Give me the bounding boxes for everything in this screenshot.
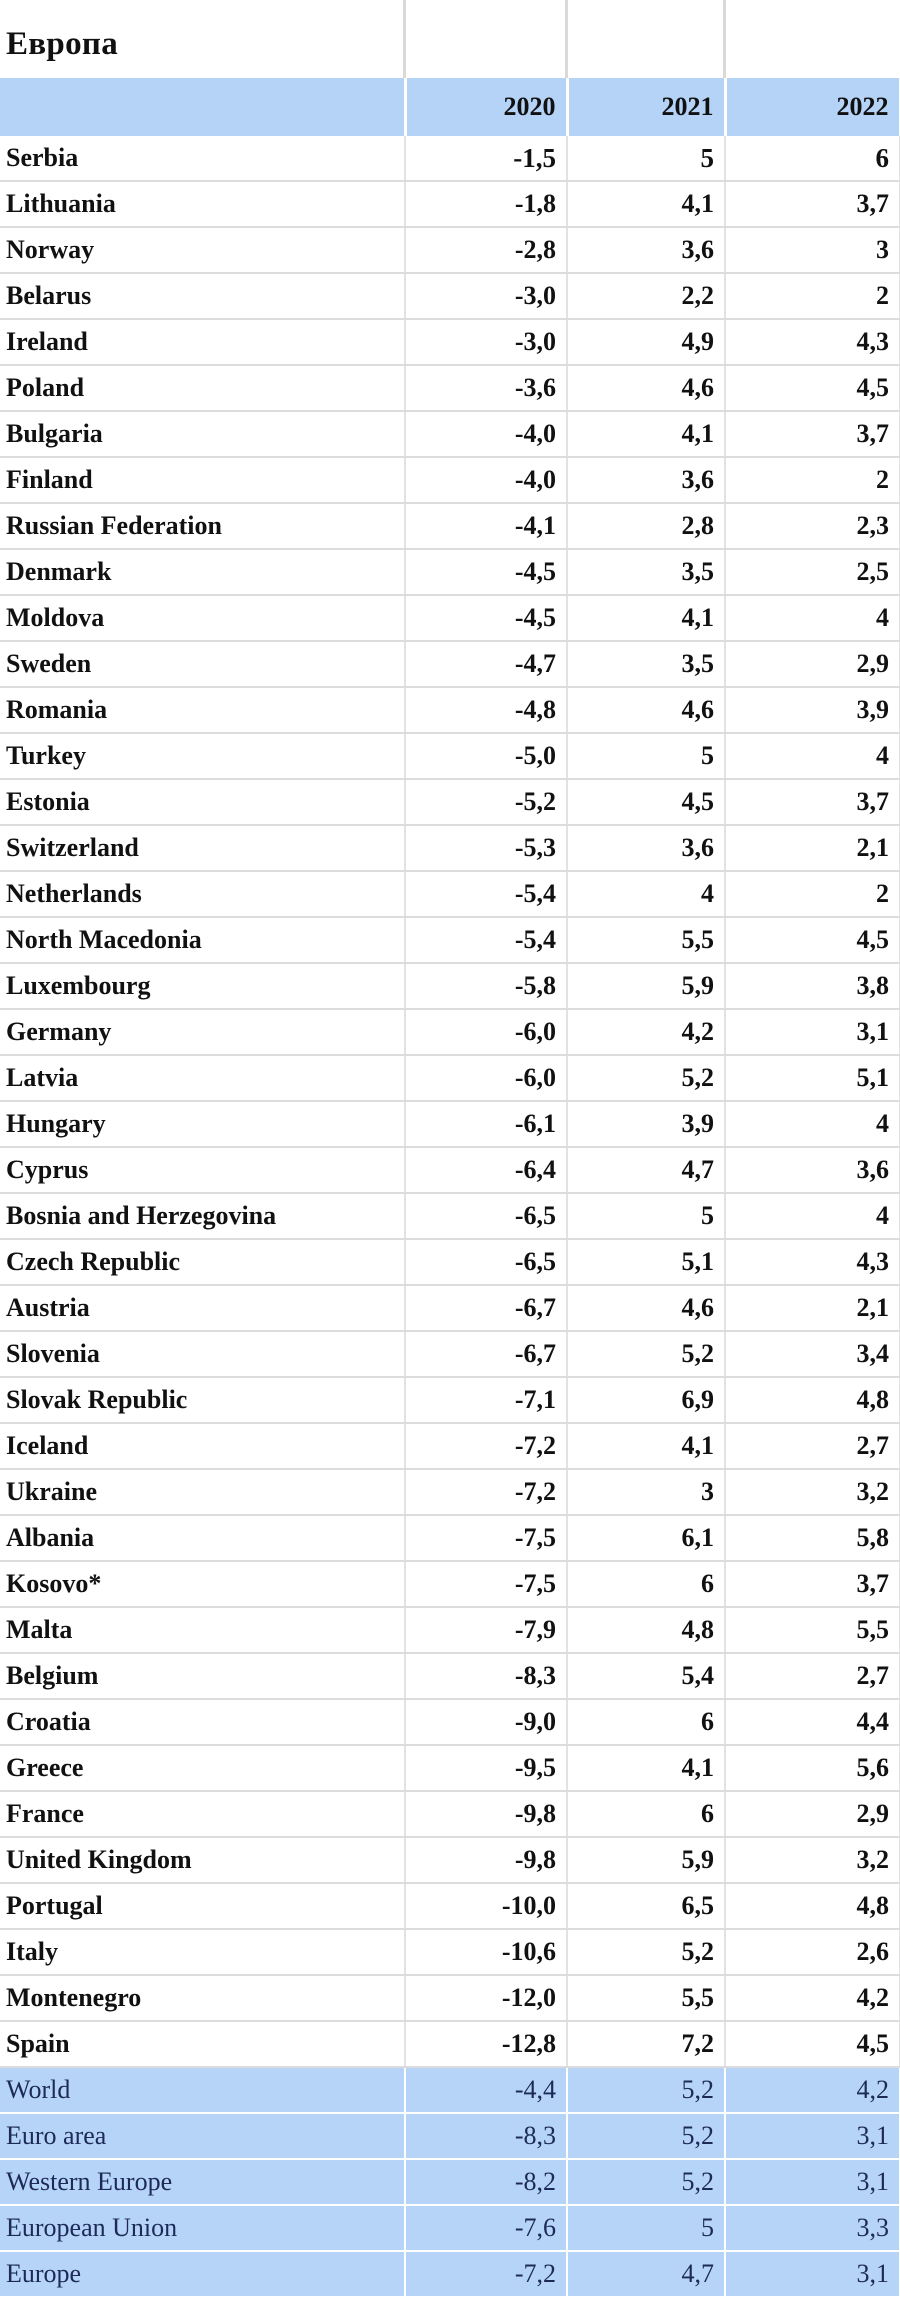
table-row: [0, 1561, 900, 1607]
table-row: [0, 503, 900, 549]
country-cell: Ukraine: [0, 1469, 405, 1515]
table-row: [0, 917, 900, 963]
table-row: [0, 319, 900, 365]
value-2020-cell: -7,6: [405, 2205, 567, 2251]
table-body: [0, 136, 900, 2297]
country-cell: Netherlands: [0, 871, 405, 917]
value-2020-cell: -4,7: [405, 641, 567, 687]
value-2021-cell: 4,6: [567, 1285, 725, 1331]
value-2020-cell: -6,5: [405, 1239, 567, 1285]
value-2022-cell: 4,3: [725, 319, 900, 365]
value-2020-cell: -9,5: [405, 1745, 567, 1791]
country-cell: Ireland: [0, 319, 405, 365]
table-row: [0, 1699, 900, 1745]
value-2020-cell: -4,0: [405, 457, 567, 503]
value-2020-cell: -6,5: [405, 1193, 567, 1239]
table-row: [0, 1285, 900, 1331]
value-2022-cell: 5,8: [725, 1515, 900, 1561]
value-2022-cell: 3,1: [725, 2113, 900, 2159]
aggregate-row: [0, 2251, 900, 2297]
table-header-row: [0, 78, 900, 136]
aggregate-row: [0, 2067, 900, 2113]
value-2021-cell: 3: [567, 1469, 725, 1515]
country-cell: Greece: [0, 1745, 405, 1791]
value-2022-cell: 2,1: [725, 1285, 900, 1331]
value-2022-cell: 2,3: [725, 503, 900, 549]
value-2022-cell: 6: [725, 136, 900, 181]
value-2020-cell: -2,8: [405, 227, 567, 273]
table-row: [0, 1653, 900, 1699]
country-cell: Albania: [0, 1515, 405, 1561]
value-2022-cell: 2,6: [725, 1929, 900, 1975]
value-2021-cell: 4,8: [567, 1607, 725, 1653]
country-cell: Russian Federation: [0, 503, 405, 549]
country-cell: Lithuania: [0, 181, 405, 227]
value-2020-cell: -7,2: [405, 1423, 567, 1469]
country-cell: Poland: [0, 365, 405, 411]
value-2021-cell: 6: [567, 1561, 725, 1607]
value-2020-cell: -4,5: [405, 595, 567, 641]
value-2021-cell: 4,7: [567, 1147, 725, 1193]
country-cell: Turkey: [0, 733, 405, 779]
value-2022-cell: 4: [725, 595, 900, 641]
value-2020-cell: -4,8: [405, 687, 567, 733]
value-2021-cell: 2,2: [567, 273, 725, 319]
value-2021-cell: 4,9: [567, 319, 725, 365]
value-2020-cell: -5,4: [405, 917, 567, 963]
value-2022-cell: 3,7: [725, 1561, 900, 1607]
country-cell: Luxembourg: [0, 963, 405, 1009]
value-2022-cell: 2: [725, 457, 900, 503]
country-cell: Austria: [0, 1285, 405, 1331]
value-2022-cell: 3,1: [725, 2159, 900, 2205]
country-cell: Bulgaria: [0, 411, 405, 457]
value-2021-cell: 4: [567, 871, 725, 917]
table-row: [0, 1975, 900, 2021]
value-2022-cell: 4,8: [725, 1883, 900, 1929]
country-cell: Malta: [0, 1607, 405, 1653]
table-row: [0, 2021, 900, 2067]
value-2022-cell: 4: [725, 1193, 900, 1239]
value-2020-cell: -4,1: [405, 503, 567, 549]
value-2022-cell: 3,7: [725, 779, 900, 825]
aggregate-row: [0, 2205, 900, 2251]
value-2020-cell: -12,8: [405, 2021, 567, 2067]
value-2021-cell: 5,5: [567, 1975, 725, 2021]
value-2022-cell: 3,7: [725, 181, 900, 227]
value-2022-cell: 2: [725, 871, 900, 917]
value-2022-cell: 3,2: [725, 1469, 900, 1515]
value-2020-cell: -12,0: [405, 1975, 567, 2021]
country-cell: Cyprus: [0, 1147, 405, 1193]
table-row: [0, 1377, 900, 1423]
value-2021-cell: 4,7: [567, 2251, 725, 2297]
value-2021-cell: 5: [567, 136, 725, 181]
value-2021-cell: 5,2: [567, 1331, 725, 1377]
value-2021-cell: 3,6: [567, 825, 725, 871]
value-2021-cell: 5: [567, 2205, 725, 2251]
value-2022-cell: 3: [725, 227, 900, 273]
value-2022-cell: 2,7: [725, 1653, 900, 1699]
value-2020-cell: -6,0: [405, 1009, 567, 1055]
column-header-2022: 2022: [725, 78, 900, 136]
value-2022-cell: 4,2: [725, 1975, 900, 2021]
value-2020-cell: -5,8: [405, 963, 567, 1009]
value-2021-cell: 5,9: [567, 963, 725, 1009]
value-2021-cell: 3,5: [567, 641, 725, 687]
growth-table: [0, 78, 900, 2298]
country-cell: Montenegro: [0, 1975, 405, 2021]
country-cell: Western Europe: [0, 2159, 405, 2205]
country-cell: Romania: [0, 687, 405, 733]
value-2020-cell: -7,9: [405, 1607, 567, 1653]
table-row: [0, 1469, 900, 1515]
value-2022-cell: 2,9: [725, 1791, 900, 1837]
value-2021-cell: 5: [567, 1193, 725, 1239]
country-cell: Czech Republic: [0, 1239, 405, 1285]
table-row: [0, 1147, 900, 1193]
value-2021-cell: 3,6: [567, 227, 725, 273]
table-row: [0, 1423, 900, 1469]
country-cell: Hungary: [0, 1101, 405, 1147]
value-2021-cell: 5,9: [567, 1837, 725, 1883]
value-2020-cell: -9,8: [405, 1837, 567, 1883]
value-2021-cell: 2,8: [567, 503, 725, 549]
value-2022-cell: 3,8: [725, 963, 900, 1009]
value-2021-cell: 7,2: [567, 2021, 725, 2067]
value-2021-cell: 4,1: [567, 1423, 725, 1469]
value-2020-cell: -3,0: [405, 273, 567, 319]
value-2022-cell: 4,8: [725, 1377, 900, 1423]
country-cell: Denmark: [0, 549, 405, 595]
table-row: [0, 1101, 900, 1147]
country-cell: Slovak Republic: [0, 1377, 405, 1423]
value-2021-cell: 4,1: [567, 1745, 725, 1791]
table-row: [0, 1193, 900, 1239]
value-2022-cell: 2,7: [725, 1423, 900, 1469]
value-2020-cell: -6,0: [405, 1055, 567, 1101]
table-row: [0, 1883, 900, 1929]
aggregate-row: [0, 2113, 900, 2159]
value-2022-cell: 4: [725, 733, 900, 779]
value-2022-cell: 5,1: [725, 1055, 900, 1101]
aggregate-row: [0, 2159, 900, 2205]
value-2020-cell: -9,0: [405, 1699, 567, 1745]
value-2022-cell: 4,5: [725, 917, 900, 963]
value-2020-cell: -7,5: [405, 1561, 567, 1607]
country-cell: Serbia: [0, 136, 405, 181]
table-row: [0, 1745, 900, 1791]
value-2021-cell: 5,5: [567, 917, 725, 963]
table-row: [0, 779, 900, 825]
value-2021-cell: 4,1: [567, 181, 725, 227]
value-2020-cell: -6,7: [405, 1331, 567, 1377]
table-row: [0, 733, 900, 779]
value-2021-cell: 5,2: [567, 2159, 725, 2205]
value-2022-cell: 5,5: [725, 1607, 900, 1653]
country-cell: Portugal: [0, 1883, 405, 1929]
country-cell: Slovenia: [0, 1331, 405, 1377]
value-2021-cell: 4,1: [567, 411, 725, 457]
value-2022-cell: 4,5: [725, 2021, 900, 2067]
table-row: [0, 1331, 900, 1377]
value-2021-cell: 5,2: [567, 1055, 725, 1101]
value-2020-cell: -6,7: [405, 1285, 567, 1331]
value-2020-cell: -6,4: [405, 1147, 567, 1193]
value-2022-cell: 4,3: [725, 1239, 900, 1285]
table-row: [0, 595, 900, 641]
value-2021-cell: 3,5: [567, 549, 725, 595]
country-cell: Europe: [0, 2251, 405, 2297]
country-cell: Estonia: [0, 779, 405, 825]
value-2021-cell: 6,5: [567, 1883, 725, 1929]
value-2021-cell: 6,1: [567, 1515, 725, 1561]
page-title: Европа: [6, 26, 118, 62]
value-2020-cell: -1,8: [405, 181, 567, 227]
value-2022-cell: 4: [725, 1101, 900, 1147]
value-2021-cell: 3,9: [567, 1101, 725, 1147]
table-row: [0, 365, 900, 411]
value-2021-cell: 4,2: [567, 1009, 725, 1055]
country-cell: Spain: [0, 2021, 405, 2067]
value-2021-cell: 4,6: [567, 365, 725, 411]
value-2021-cell: 3,6: [567, 457, 725, 503]
table-row: [0, 1055, 900, 1101]
table-row: [0, 457, 900, 503]
value-2020-cell: -7,2: [405, 2251, 567, 2297]
country-cell: Germany: [0, 1009, 405, 1055]
value-2022-cell: 3,1: [725, 1009, 900, 1055]
value-2020-cell: -4,4: [405, 2067, 567, 2113]
value-2022-cell: 3,1: [725, 2251, 900, 2297]
table-row: [0, 181, 900, 227]
value-2020-cell: -5,2: [405, 779, 567, 825]
value-2021-cell: 5,4: [567, 1653, 725, 1699]
value-2021-cell: 6: [567, 1699, 725, 1745]
country-cell: Finland: [0, 457, 405, 503]
value-2021-cell: 5: [567, 733, 725, 779]
value-2022-cell: 3,2: [725, 1837, 900, 1883]
country-cell: Euro area: [0, 2113, 405, 2159]
value-2021-cell: 4,5: [567, 779, 725, 825]
value-2020-cell: -9,8: [405, 1791, 567, 1837]
value-2021-cell: 4,1: [567, 595, 725, 641]
country-cell: Switzerland: [0, 825, 405, 871]
country-cell: Bosnia and Herzegovina: [0, 1193, 405, 1239]
country-cell: France: [0, 1791, 405, 1837]
value-2021-cell: 6: [567, 1791, 725, 1837]
value-2020-cell: -4,5: [405, 549, 567, 595]
value-2020-cell: -5,4: [405, 871, 567, 917]
table-row: [0, 963, 900, 1009]
table-row: [0, 871, 900, 917]
country-cell: Iceland: [0, 1423, 405, 1469]
country-cell: Croatia: [0, 1699, 405, 1745]
value-2021-cell: 5,2: [567, 2067, 725, 2113]
value-2022-cell: 2,5: [725, 549, 900, 595]
table-row: [0, 1607, 900, 1653]
table-row: [0, 687, 900, 733]
title-row: [0, 0, 900, 78]
value-2022-cell: 3,7: [725, 411, 900, 457]
column-header-2021: 2021: [567, 78, 725, 136]
country-cell: Sweden: [0, 641, 405, 687]
table-row: [0, 1929, 900, 1975]
table-row: [0, 641, 900, 687]
country-cell: Moldova: [0, 595, 405, 641]
table-row: [0, 1515, 900, 1561]
country-cell: United Kingdom: [0, 1837, 405, 1883]
table-row: [0, 1837, 900, 1883]
column-divider: [565, 0, 568, 78]
country-cell: World: [0, 2067, 405, 2113]
value-2020-cell: -8,2: [405, 2159, 567, 2205]
country-cell: North Macedonia: [0, 917, 405, 963]
value-2022-cell: 4,4: [725, 1699, 900, 1745]
value-2021-cell: 4,6: [567, 687, 725, 733]
table-row: [0, 1239, 900, 1285]
value-2020-cell: -10,6: [405, 1929, 567, 1975]
table-row: [0, 1791, 900, 1837]
value-2022-cell: 3,9: [725, 687, 900, 733]
value-2022-cell: 2,9: [725, 641, 900, 687]
value-2020-cell: -6,1: [405, 1101, 567, 1147]
table-row: [0, 136, 900, 181]
country-cell: Italy: [0, 1929, 405, 1975]
value-2021-cell: 5,1: [567, 1239, 725, 1285]
column-divider: [403, 0, 406, 78]
value-2022-cell: 4,2: [725, 2067, 900, 2113]
value-2022-cell: 2: [725, 273, 900, 319]
table-row: [0, 549, 900, 595]
value-2020-cell: -7,2: [405, 1469, 567, 1515]
value-2022-cell: 4,5: [725, 365, 900, 411]
country-cell: Belgium: [0, 1653, 405, 1699]
table-row: [0, 273, 900, 319]
value-2020-cell: -4,0: [405, 411, 567, 457]
value-2020-cell: -5,0: [405, 733, 567, 779]
table-row: [0, 1009, 900, 1055]
country-cell: Latvia: [0, 1055, 405, 1101]
table-row: [0, 227, 900, 273]
value-2020-cell: -10,0: [405, 1883, 567, 1929]
value-2020-cell: -8,3: [405, 2113, 567, 2159]
value-2022-cell: 3,4: [725, 1331, 900, 1377]
value-2021-cell: 5,2: [567, 1929, 725, 1975]
country-cell: Kosovo*: [0, 1561, 405, 1607]
country-cell: European Union: [0, 2205, 405, 2251]
value-2020-cell: -8,3: [405, 1653, 567, 1699]
country-cell: Norway: [0, 227, 405, 273]
column-header-country: [0, 78, 405, 136]
value-2021-cell: 5,2: [567, 2113, 725, 2159]
column-divider: [723, 0, 726, 78]
value-2020-cell: -5,3: [405, 825, 567, 871]
table-row: [0, 825, 900, 871]
value-2020-cell: -3,6: [405, 365, 567, 411]
value-2020-cell: -3,0: [405, 319, 567, 365]
value-2022-cell: 2,1: [725, 825, 900, 871]
value-2020-cell: -7,1: [405, 1377, 567, 1423]
value-2022-cell: 3,6: [725, 1147, 900, 1193]
value-2020-cell: -1,5: [405, 136, 567, 181]
value-2020-cell: -7,5: [405, 1515, 567, 1561]
value-2022-cell: 5,6: [725, 1745, 900, 1791]
value-2022-cell: 3,3: [725, 2205, 900, 2251]
column-header-2020: 2020: [405, 78, 567, 136]
table-row: [0, 411, 900, 457]
country-cell: Belarus: [0, 273, 405, 319]
value-2021-cell: 6,9: [567, 1377, 725, 1423]
